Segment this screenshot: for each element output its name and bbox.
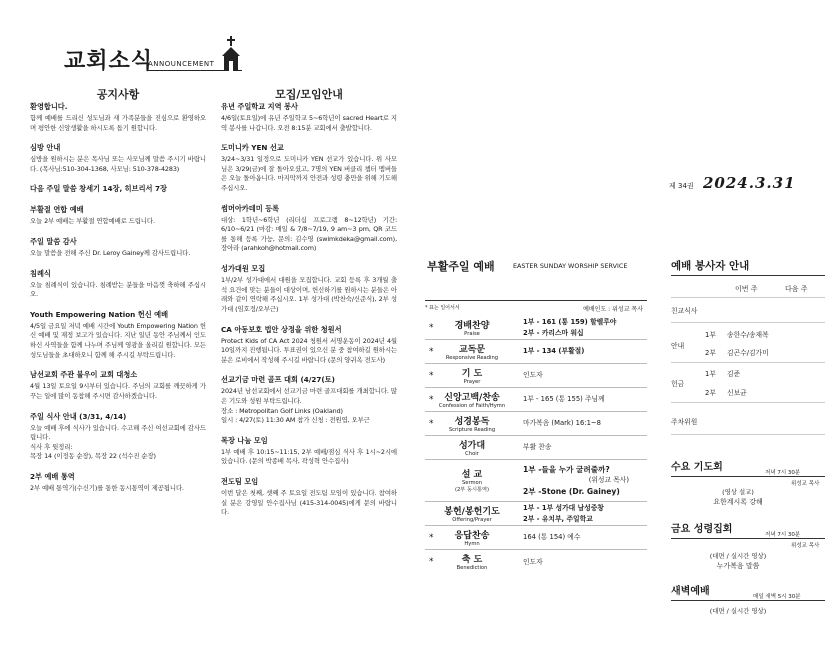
notice-text: 오늘 말씀을 전해 주신 Dr. Leroy Gainey께 감사드립니다.: [30, 249, 191, 258]
item-detail: 164 (통 154) 예수: [523, 533, 581, 542]
greeting-label: 친교식사: [671, 307, 698, 315]
usher-label: 안내: [671, 342, 685, 350]
item-detail: 마가복음 (Mark) 16:1~8: [523, 419, 601, 428]
service-divider: [671, 362, 825, 363]
offering-1-name: 김준: [727, 370, 741, 378]
item-detail: 1부 - 161 (통 159) 할렐루야: [523, 318, 617, 327]
order-item: [425, 364, 647, 388]
notice-heading: 다음 주일 말씀 창세기 14장, 히브리서 7장: [30, 184, 167, 194]
notice-item: [30, 205, 206, 227]
stand-mark: *: [429, 322, 434, 333]
worship-title: 부활주일 예배: [427, 260, 495, 273]
item-detail: 1부 - 1부 성가대 남성중창: [523, 504, 604, 513]
item-name-en: Choir: [465, 450, 479, 457]
wednesday-pastor: 위성교 목사: [791, 481, 820, 487]
gathering-heading: 목장 나눔 모임: [221, 435, 268, 445]
item-name-en: Sermon (2부 동시통역): [454, 480, 490, 493]
item-detail: 인도자: [523, 371, 543, 380]
stand-mark: *: [429, 418, 434, 429]
dawn-title: 새벽예배: [671, 586, 710, 597]
item-name-en: Scripture Reading: [448, 426, 496, 433]
item-name-en: Benediction: [456, 565, 488, 572]
gathering-column: [221, 102, 397, 528]
usher-2-label: 2부: [705, 349, 716, 357]
notice-heading: 부활절 연합 예배: [30, 205, 84, 215]
item-name-en: Hymn: [464, 540, 480, 547]
gathering-item: [221, 143, 397, 193]
notice-item: [30, 310, 206, 360]
page-title: 교회소식: [64, 49, 154, 74]
order-item: [425, 412, 647, 436]
item-name: 교독문: [458, 344, 486, 355]
wednesday-sermon: 요한계시록 강해: [713, 498, 763, 506]
item-name: 설 교: [461, 470, 483, 481]
item-detail: 부활 찬송: [523, 443, 552, 452]
wednesday-format: (영상 설교): [722, 488, 754, 496]
gathering-heading: 유년 주일학교 지역 봉사: [221, 102, 298, 111]
gathering-heading: 선교기금 마련 골프 대회 (4/27(토): [221, 375, 335, 385]
notice-heading: 남선교회 주관 불우이 교회 대청소: [30, 370, 138, 380]
notice-heading: 주일 식사 안내 (3/31, 4/14): [30, 411, 127, 421]
item-name: 신앙고백/찬송: [444, 392, 500, 403]
wednesday-title: 수요 기도회: [671, 462, 723, 473]
friday-rule: [671, 538, 825, 539]
gathering-text: 대상: 1학년~6학년 (리더십 프로그램 8~12학년) 기간: 6/10~6/21 (마감: 매일 & 7/8~7/19, 9 am~3 pm, QR 코드를 통해 등록 가능, 문의: 김수영 (swimkdeka@gmail.com), 장아라 (arahkoh@hotmail.com): [221, 215, 397, 253]
stand-mark: *: [429, 394, 434, 405]
order-item: [425, 550, 647, 574]
offering-2-name: 신보균: [727, 389, 747, 397]
worship-page: [417, 0, 835, 645]
item-name: 성가대: [458, 440, 486, 451]
notice-item: [30, 184, 206, 193]
gathering-text: 이번 달은 첫째, 셋째 주 토요일 전도팀 모임이 있습니다. 참여하실 분은 강영일 안수집사님 (415-314-0045)에게 문의 바랍니다.: [221, 489, 397, 517]
gathering-title: 모집/모임안내: [275, 88, 343, 101]
dawn-format: (대면 / 실시간 영상): [709, 607, 767, 615]
item-name-en: Responsive Reading: [445, 354, 499, 361]
stand-mark: *: [429, 557, 434, 567]
item-detail: 인도자: [523, 557, 543, 566]
church-icon: [218, 36, 244, 72]
friday-format: (대면 / 실시간 영상): [709, 552, 767, 560]
offering-2-label: 2부: [705, 389, 716, 397]
usher-1-names: 송한수/송재복: [727, 331, 769, 339]
gathering-heading: 성가대원 모집: [221, 264, 266, 274]
usher-1-label: 1부: [705, 331, 716, 339]
gathering-item: [221, 102, 397, 133]
order-item: [425, 340, 647, 364]
service-rule: [671, 275, 825, 276]
notice-heading: 심방 안내: [30, 143, 61, 153]
stand-note: * 표는 일어서서: [425, 305, 460, 311]
gathering-text: 3/24~3/31 일정으로 도미니카 YEN 선교가 있습니다. 위 사모님은 3/29(금)에 잘 돌아오셨고, 7명의 YEN 버클리 챕터 멤버들은 오늘 돌아옵니다. 마지막까지 안전과 성령 충만을 위해 기도해 주십시오.: [221, 155, 397, 193]
order-item: [425, 526, 647, 550]
notice-text: 오늘 2부 예배는 부활절 연합예배로 드립니다.: [30, 217, 155, 226]
notice-text: 2부 예배 통역기(수신기)를 통한 동시통역이 제공됩니다.: [30, 483, 184, 492]
order-item: [425, 460, 647, 502]
notice-text: 4월 13일 토요일 9시부터 있습니다. 주님의 교회를 깨끗하게 가꾸는 일에 많이 동참해 주시면 감사하겠습니다.: [30, 382, 206, 400]
notice-heading: Youth Empowering Nation 헌신 예배: [30, 309, 169, 319]
stand-mark: *: [429, 532, 434, 543]
gathering-heading: 전도팀 모임: [221, 477, 259, 487]
item-name-en: Offering/Prayer: [452, 516, 492, 523]
order-top-rule: [425, 300, 647, 301]
gathering-item: [221, 264, 397, 314]
item-name: 응답찬송: [454, 530, 490, 541]
notice-text: 오늘 침례식이 있습니다. 침례받는 분들을 마음껏 축하해 주십시오.: [30, 280, 206, 299]
gathering-item: [221, 204, 397, 254]
notice-text: 오늘 예배 후에 식사가 있습니다. 수고해 주신 여선교회에 감사드립니다. 식사 후 뒷정리: 목장 14 (이정동 순장), 목장 22 (석수진 순장): [30, 423, 206, 461]
service-divider: [671, 402, 825, 403]
dawn-rule: [671, 600, 825, 601]
notice-heading: 침례식: [30, 268, 51, 278]
gathering-text: 4/6일(토요일)에 유년 주일학교 5~6학년이 sacred Heart로 지역 봉사를 나갑니다. 오전 8:15분 교회에서 출발합니다.: [221, 114, 397, 132]
notice-text: 함께 예배를 드리신 성도님과 새 가족분들을 진심으로 환영하오며 평안한 신앙생활을 하시도록 돕기 원합니다.: [30, 114, 206, 132]
item-name: 경배찬양: [454, 320, 490, 331]
stand-mark: *: [429, 346, 434, 357]
usher-2-names: 김곤수/김가미: [727, 349, 769, 357]
notice-text: 4/5일 금요일 저녁 예배 시간에 Youth Empowering Nation 헌신 예배 및 재정 보고가 있습니다. 지난 일년 동안 주님께서 인도하신 사역들을 함께 나누며 주님께 영광을 올리길 원합니다. 모든 성도님들을 초대하오니 함께 해 주시길 부탁드립니다.: [30, 321, 206, 359]
notice-item: [30, 472, 206, 494]
service-divider: [671, 434, 825, 435]
service-title: 예배 봉사자 안내: [671, 260, 750, 272]
item-detail: 1부 - 134 (부활절): [523, 347, 585, 356]
notice-heading: 2부 예배 통역: [30, 471, 75, 481]
notice-text: 심방을 원하시는 분은 목사님 또는 사모님께 말씀 주시기 바랍니다. (목사님:510-304-1368, 사모님: 510-378-4283): [30, 155, 206, 173]
gathering-item: [221, 477, 397, 518]
service-divider: [671, 322, 825, 323]
offering-1-label: 1부: [705, 370, 716, 378]
stand-mark: *: [429, 370, 434, 381]
item-name-en: Praise: [464, 330, 480, 337]
notice-item: [30, 102, 206, 133]
item-detail: 2부 - 유치부, 주일학교: [523, 514, 593, 523]
parking-label: 주차위원: [671, 418, 698, 426]
item-detail: 2부 -Stone (Dr. Gainey): [523, 486, 620, 496]
item-detail: 1부 - 165 (통 155) 주님께: [523, 395, 605, 404]
friday-time: 저녁 7시 30분: [765, 532, 801, 538]
col-next-week: 다음 주: [785, 285, 808, 293]
issue-number: 제 34권: [669, 182, 694, 190]
worship-leader: 예배인도 : 위성교 목사: [583, 306, 643, 313]
announcement-page: [0, 0, 417, 645]
item-detail: 1부 -들을 누가 굴려줄까?: [523, 465, 610, 475]
gathering-heading: CA 아동보호 법안 상정을 위한 청원서: [221, 324, 342, 334]
friday-pastor: 위성교 목사: [791, 543, 820, 549]
dawn-time: 매일 새벽 5시 30분: [753, 594, 801, 600]
item-name-en: Confession of Faith/Hymn: [438, 402, 506, 409]
notice-title: 공지사항: [96, 88, 140, 101]
item-name: 성경봉독: [454, 416, 490, 427]
item-name: 축 도: [461, 555, 483, 566]
order-item: [425, 388, 647, 412]
gathering-item: [221, 325, 397, 366]
gathering-item: [221, 375, 397, 425]
page-subtitle: ANNOUNCEMENT: [148, 60, 215, 68]
order-item: [425, 502, 647, 526]
order-header: [425, 304, 647, 311]
notice-heading: 주일 말씀 감사: [30, 237, 77, 247]
gathering-text: 1부 예배 후 10:15~11:15, 2부 예배/점심 식사 후 1시~2시에 있습니다. (문의 박종배 목사, 곽성혁 안수집사): [221, 447, 397, 466]
item-name-en: Prayer: [463, 378, 481, 385]
gathering-heading: 썸머아카데미 등록: [221, 203, 280, 213]
gathering-heading: 도미니카 YEN 선교: [221, 143, 284, 153]
gathering-text: 2024년 남선교회에서 선교기금 마련 골프대회를 개최합니다. 많은 기도와 성원 부탁드립니다. 장소 : Metropolitan Golf Links (Oakland) 일시 : 4/27(토) 11:30 AM 참가 신청 : 전원엽, 오부근: [221, 387, 397, 425]
gathering-text: Protect Kids of CA Act 2024 청원서 서명운동이 2024년 4월 10일까지 진행됩니다. 투표권이 있으신 분 중 참여하길 원하시는 분은 로비에서 작성해 주시길 바랍니다 (문의 양귀옥 전도사): [221, 336, 397, 364]
gathering-text: 1부/2부 성가대에서 대원을 모집합니다. 교회 등록 후 3개월 출석 요건에 맞는 분들이 대상이며, 헌신하기를 원하시는 분들은 아래와 같이 연락해 주십시오. 1부 성가대 (박찬숙/신준식), 2부 성가대 (임호정/오부근): [221, 276, 397, 313]
item-name: 봉헌/봉헌기도: [444, 506, 500, 517]
wednesday-time: 저녁 7시 30분: [765, 470, 801, 476]
notice-column: [30, 102, 206, 504]
notice-item: [30, 269, 206, 300]
order-of-worship: [425, 316, 647, 574]
wednesday-rule: [671, 476, 825, 477]
offering-label: 헌금: [671, 380, 685, 388]
order-item: [425, 436, 647, 460]
notice-heading: 환영합니다.: [30, 102, 68, 111]
item-name: 기 도: [461, 368, 483, 379]
col-this-week: 이번 주: [735, 285, 758, 293]
notice-item: [30, 412, 206, 462]
friday-sermon: 누가복음 말씀: [716, 562, 760, 570]
gathering-item: [221, 436, 397, 467]
item-detail: (위성교 목사): [588, 476, 629, 485]
service-divider: [671, 297, 825, 298]
item-detail: 2부 - 카리스마 워십: [523, 328, 584, 337]
notice-item: [30, 370, 206, 401]
worship-title-en: EASTER SUNDAY WORSHIP SERVICE: [513, 262, 628, 270]
order-item: [425, 316, 647, 340]
friday-title: 금요 성령집회: [671, 524, 733, 535]
notice-item: [30, 237, 206, 259]
issue-date: 2024.3.31: [703, 174, 796, 192]
notice-item: [30, 143, 206, 174]
